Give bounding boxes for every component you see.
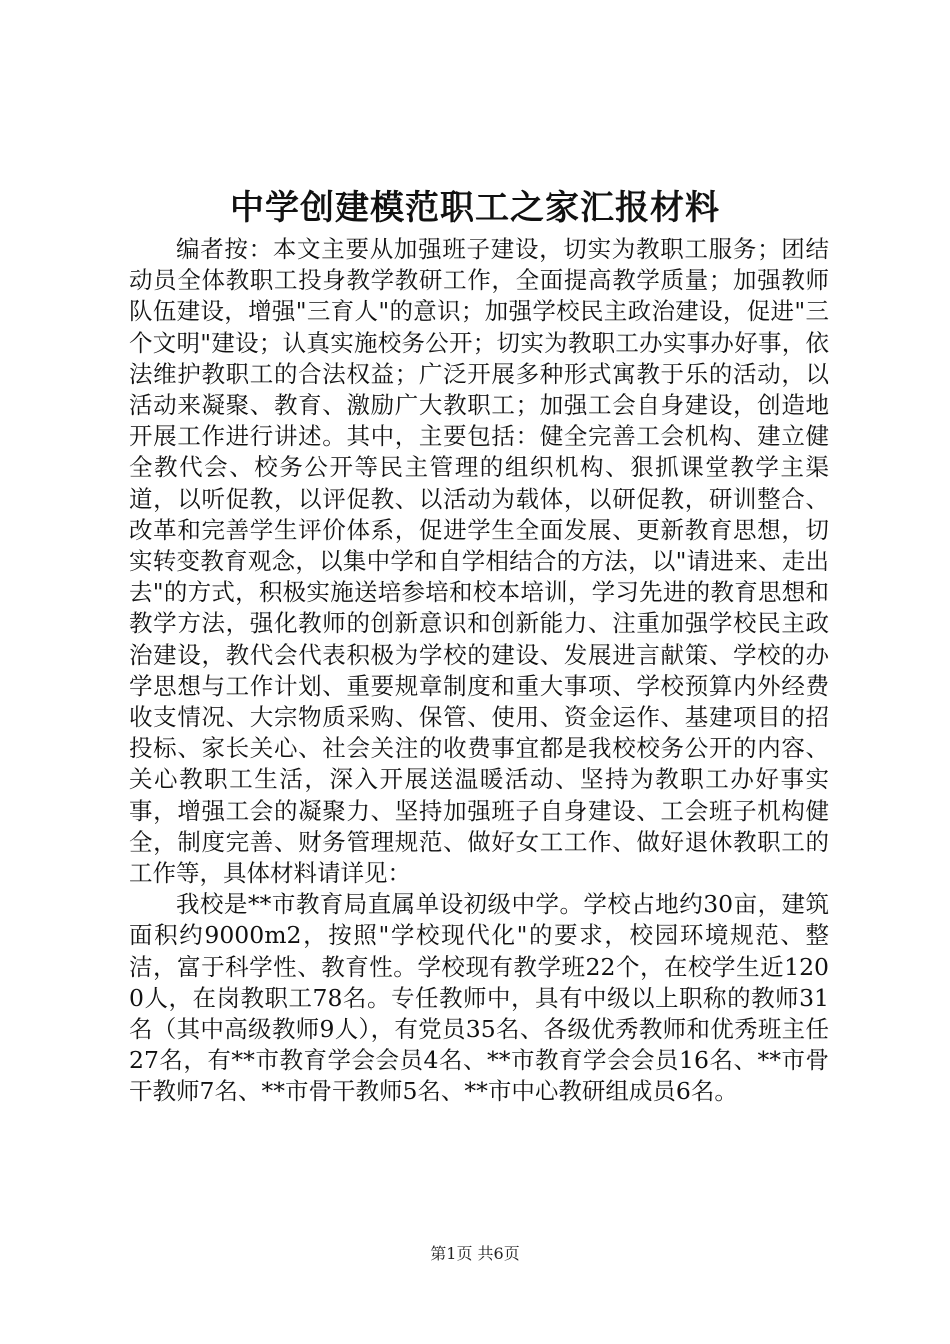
document-body [129,234,829,1108]
school-overview-paragraph: 我校是**市教育局直属单设初级中学。学校占地约30亩，建筑面积约9000m2，按照"学校现代化"的要求，校园环境规范、整洁，富于科学性、教育性。学校现有教学班22个，在校学生近1200人，在岗教职工78名。专任教师中，具有中级以上职称的教师31名（其中高级教师9人），有党员35名、各级优秀教师和优秀班主任27名，有**市教育学会会员4名、**市教育学会会员16名、**市骨干教师7名、**市骨干教师5名、**市中心教研组成员6名。 [129,890,829,1106]
page-number-footer: 第1页 共6页 [430,1244,520,1263]
document-title: 中学创建模范职工之家汇报材料 [230,188,720,228]
editor-note-paragraph: 编者按：本文主要从加强班子建设，切实为教职工服务；团结动员全体教职工投身教学教研工作，全面提高教学质量；加强教师队伍建设，增强"三育人"的意识；加强学校民主政治建设，促进"三个文明"建设；认真实施校务公开；切实为教职工办实事办好事，依法维护教职工的合法权益；广泛开展多种形式寓教于乐的活动，以活动来凝聚、教育、激励广大教职工；加强工会自身建设，创造地开展工作进行讲述。其中，主要包括：健全完善工会机构、建立健全教代会、校务公开等民主管理的组织机构、狠抓课堂教学主渠道，以听促教，以评促教、以活动为载体，以研促教，研训整合、改革和完善学生评价体系，促进学生全面发展、更新教育思想，切实转变教育观念，以集中学和自学相结合的方法，以"请进来、走出去"的方式，积极实施送培参培和校本培训，学习先进的教育思想和教学方法，强化教师的创新意识和创新能力、注重加强学校民主政治建设，教代会代表积极为学校的建设、发展进言献策、学校的办学思想与工作计划、重要规章制度和重大事项、学校预算内外经费收支情况、大宗物质采购、保管、使用、资金运作、基建项目的招投标、家长关心、社会关注的收费事宜都是我校校务公开的内容、关心教职工生活，深入开展送温暖活动、坚持为教职工办好事实事，增强工会的凝聚力、坚持加强班子自身建设、工会班子机构健全，制度完善、财务管理规范、做好女工工作、做好退休教职工的工作等，具体材料请详见： [129,235,829,888]
